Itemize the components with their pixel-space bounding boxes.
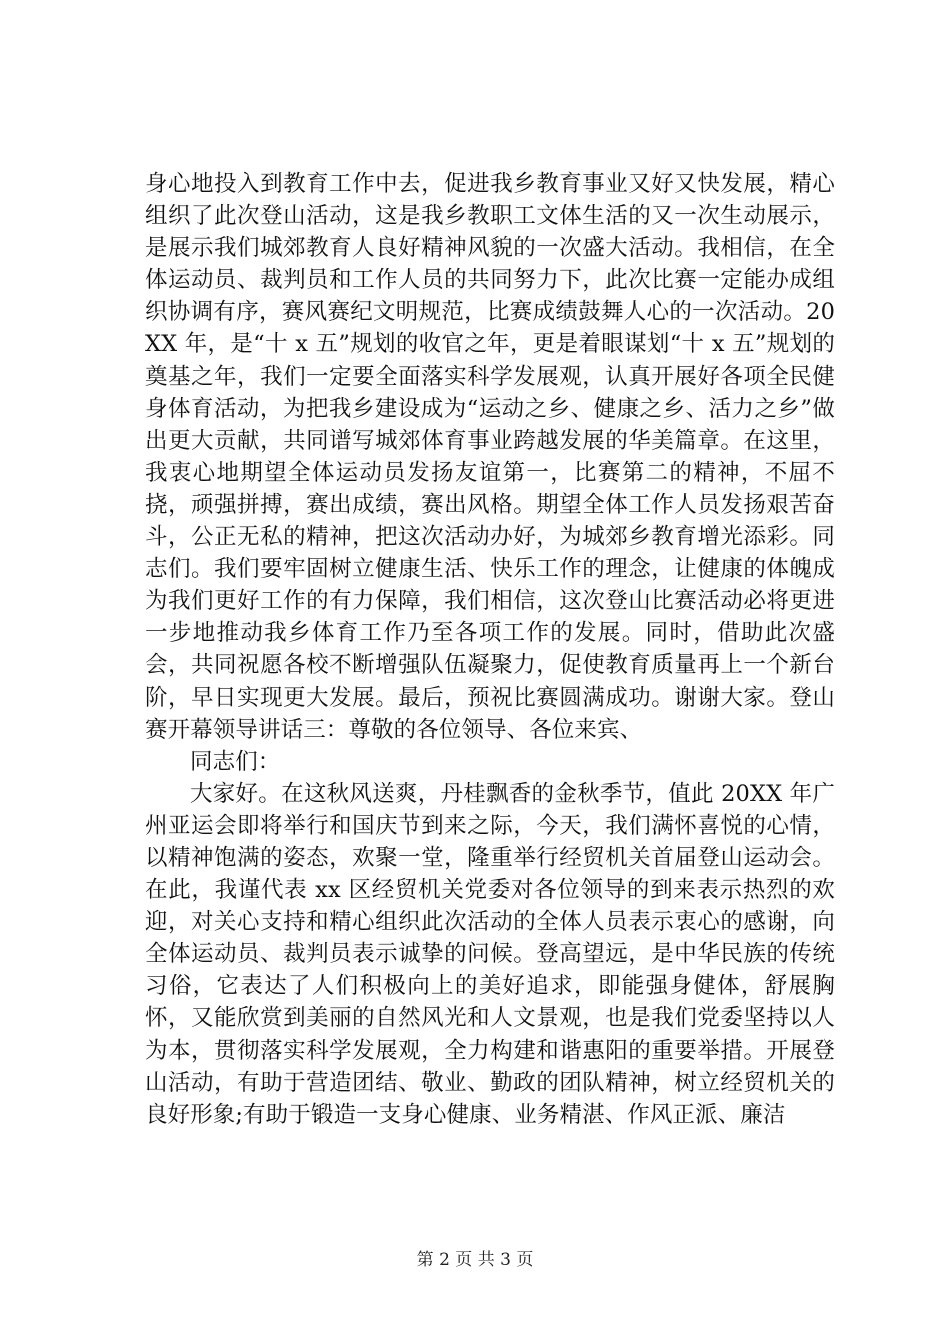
paragraph-salutation: 同志们： — [190, 748, 281, 775]
paragraph-greeting-speech: 大家好。在这秋风送爽，丹桂飘香的金秋季节，值此 20XX 年广州亚运会即将举行和国庆节到来之际，今天，我们满怀喜悦的心情，以精神饱满的姿态，欢聚一堂，隆重举行经贸机关首届登山运动会。在此，我谨代表 xx 区经贸机关党委对各位领导的到来表示热烈的欢迎，对关心支持和精心组织此次活动的全体人员表示衷心的感谢，向全体运动员、裁判员表示诚挚的问候。登高望远，是中华民族的传统习俗，它表达了人们积极向上的美好追求，即能强身健体，舒展胸怀，又能欣赏到美丽的自然风光和人文景观，也是我们党委坚持以人为本，贯彻落实科学发展观，全力构建和谐惠阳的重要举措。开展登山活动，有助于营造团结、敬业、勤政的团队精神，树立经贸机关的良好形象;有助于锻造一支身心健康、业务精湛、作风正派、廉洁 — [145, 780, 835, 1128]
paragraph-speech-continuation: 身心地投入到教育工作中去，促进我乡教育事业又好又快发展，精心组织了此次登山活动，这是我乡教职工文体生活的又一次生动展示，是展示我们城郊教育人良好精神风貌的一次盛大活动。我相信，在全体运动员、裁判员和工作人员的共同努力下，此次比赛一定能办成组织协调有序，赛风赛纪文明规范，比赛成绩鼓舞人心的一次活动。20XX 年，是“十 x 五”规划的收官之年，更是着眼谋划“十 x 五”规划的奠基之年，我们一定要全面落实科学发展观，认真开展好各项全民健身体育活动，为把我乡建设成为“运动之乡、健康之乡、活力之乡”做出更大贡献，共同谱写城郊体育事业跨越发展的华美篇章。在这里，我衷心地期望全体运动员发扬友谊第一，比赛第二的精神，不屈不挠，顽强拼搏，赛出成绩，赛出风格。期望全体工作人员发扬艰苦奋斗，公正无私的精神，把这次活动办好，为城郊乡教育增光添彩。同志们。我们要牢固树立健康生活、快乐工作的理念，让健康的体魄成为我们更好工作的有力保障，我们相信，这次登山比赛活动必将更进一步地推动我乡体育工作乃至各项工作的发展。同时，借助此次盛会，共同祝愿各校不断增强队伍凝聚力，促使教育质量再上一个新台阶，早日实现更大发展。最后，预祝比赛圆满成功。谢谢大家。登山赛开幕领导讲话三：尊敬的各位领导、各位来宾、 — [145, 171, 835, 743]
document-body — [145, 168, 835, 1131]
page-number-footer: 第 2 页 共 3 页 — [416, 1250, 534, 1270]
